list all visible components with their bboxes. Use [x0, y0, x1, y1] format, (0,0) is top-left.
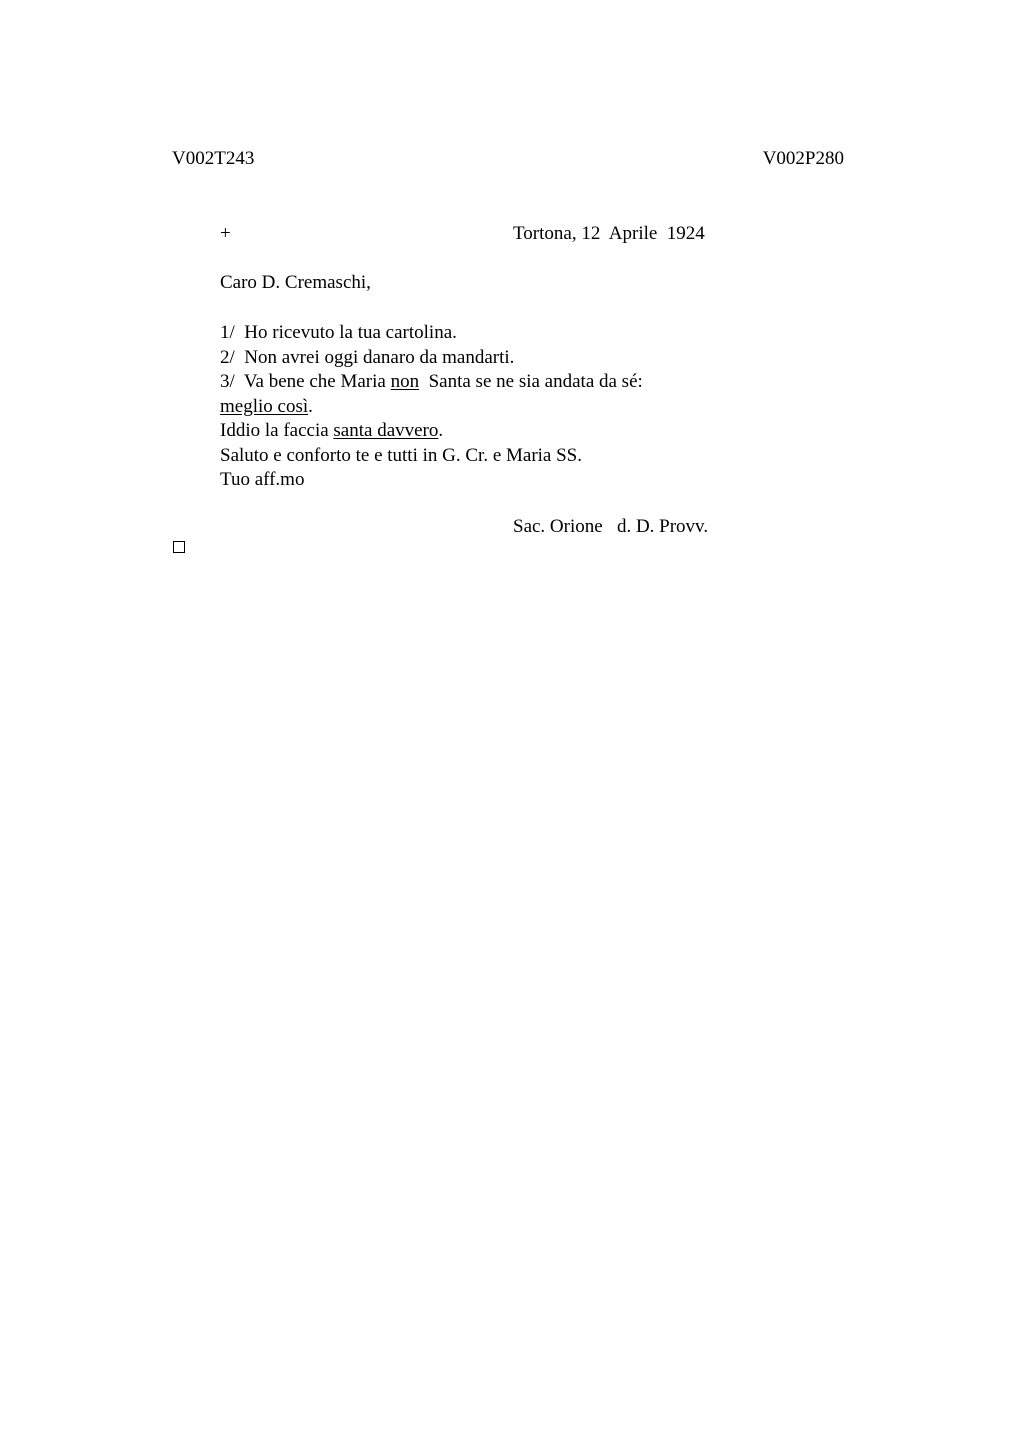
cross-symbol: +: [220, 223, 231, 244]
letter-line-3: [220, 370, 643, 395]
document-code-left: V002T243: [172, 148, 255, 169]
letter-line-1: 1/ Ho ricevuto la tua cartolina.: [220, 322, 457, 343]
letter-line-5: [220, 419, 643, 444]
underlined-word-non: non: [390, 371, 420, 392]
signature: Sac. Orione d. D. Provv.: [513, 516, 709, 537]
salutation: Caro D. Cremaschi,: [220, 272, 371, 293]
letter-line-6: Saluto e conforto te e tutti in G. Cr. e Maria SS.: [220, 444, 583, 466]
letter-line-2: 2/ Non avrei oggi danaro da mandarti.: [220, 346, 515, 368]
underlined-phrase-meglio-cosi: meglio così: [220, 395, 309, 417]
letter-body: [220, 321, 643, 493]
place-date: Tortona, 12 Aprile 1924: [513, 223, 705, 244]
letter-line-3-part-a: 3/ Va bene che Maria: [220, 371, 391, 392]
document-code-right: V002P280: [762, 148, 844, 169]
letter-line-4-period: .: [308, 395, 313, 417]
square-outline-icon: [173, 541, 185, 553]
letter-line-4: [220, 395, 643, 420]
letter-line-7: Tuo aff.mo: [220, 469, 305, 490]
letter-line-5-part-a: Iddio la faccia: [220, 420, 334, 441]
underlined-phrase-santa-davvero: santa davvero: [333, 420, 439, 441]
letter-line-3-part-b: Santa se ne sia andata da sé:: [419, 371, 643, 392]
letter-line-5-period: .: [438, 420, 444, 441]
